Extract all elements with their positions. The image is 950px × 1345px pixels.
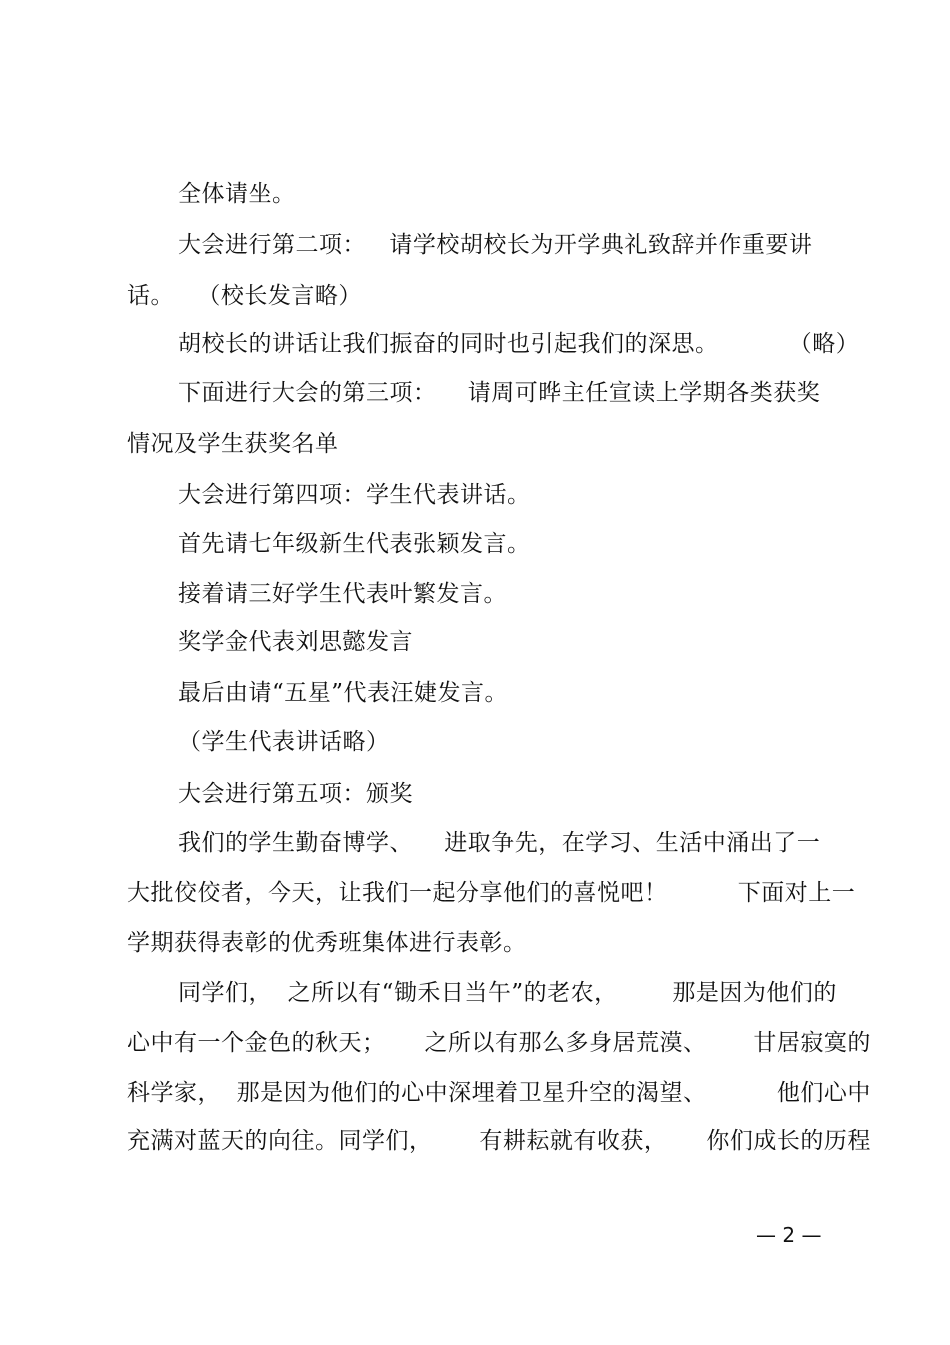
paragraph-line: 学期获得表彰的优秀班集体进行表彰。 <box>127 930 527 956</box>
paragraph-line: 全体请坐。 <box>178 181 296 207</box>
paragraph-line: （学生代表讲话略） <box>178 729 390 755</box>
paragraph-line: 话。 （校长发言略） <box>127 283 362 309</box>
paragraph-line: 首先请七年级新生代表张颖发言。 <box>178 531 531 557</box>
paragraph-line: 胡校长的讲话让我们振奋的同时也引起我们的深思。 （略） <box>178 331 860 357</box>
page-number: — 2 — <box>756 1223 822 1247</box>
paragraph-line: 我们的学生勤奋博学、 进取争先，在学习、生活中涌出了一 <box>178 830 821 856</box>
paragraph-line: 同学们， 之所以有“锄禾日当午”的老农， 那是因为他们的 <box>178 980 837 1006</box>
paragraph-line: 下面进行大会的第三项： 请周可晔主任宣读上学期各类获奖 <box>178 380 821 406</box>
paragraph-line: 大会进行第二项： 请学校胡校长为开学典礼致辞并作重要讲 <box>178 232 813 258</box>
paragraph-line: 接着请三好学生代表叶繁发言。 <box>178 581 507 607</box>
paragraph-line: 科学家， 那是因为他们的心中深埋着卫星升空的渴望、 他们心中 <box>127 1080 871 1106</box>
paragraph-line: 大会进行第五项：颁奖 <box>178 781 413 807</box>
paragraph-line: 奖学金代表刘思懿发言 <box>178 629 413 655</box>
paragraph-line: 大会进行第四项：学生代表讲话。 <box>178 482 531 508</box>
paragraph-line: 情况及学生获奖名单 <box>127 431 339 457</box>
paragraph-line: 心中有一个金色的秋天； 之所以有那么多身居荒漠、 甘居寂寞的 <box>127 1030 871 1056</box>
paragraph-line: 大批佼佼者，今天，让我们一起分享他们的喜悦吧！ 下面对上一 <box>127 880 856 906</box>
paragraph-line: 最后由请“五星”代表汪婕发言。 <box>178 680 509 706</box>
paragraph-line: 充满对蓝天的向往。同学们， 有耕耘就有收获， 你们成长的历程 <box>127 1128 871 1154</box>
